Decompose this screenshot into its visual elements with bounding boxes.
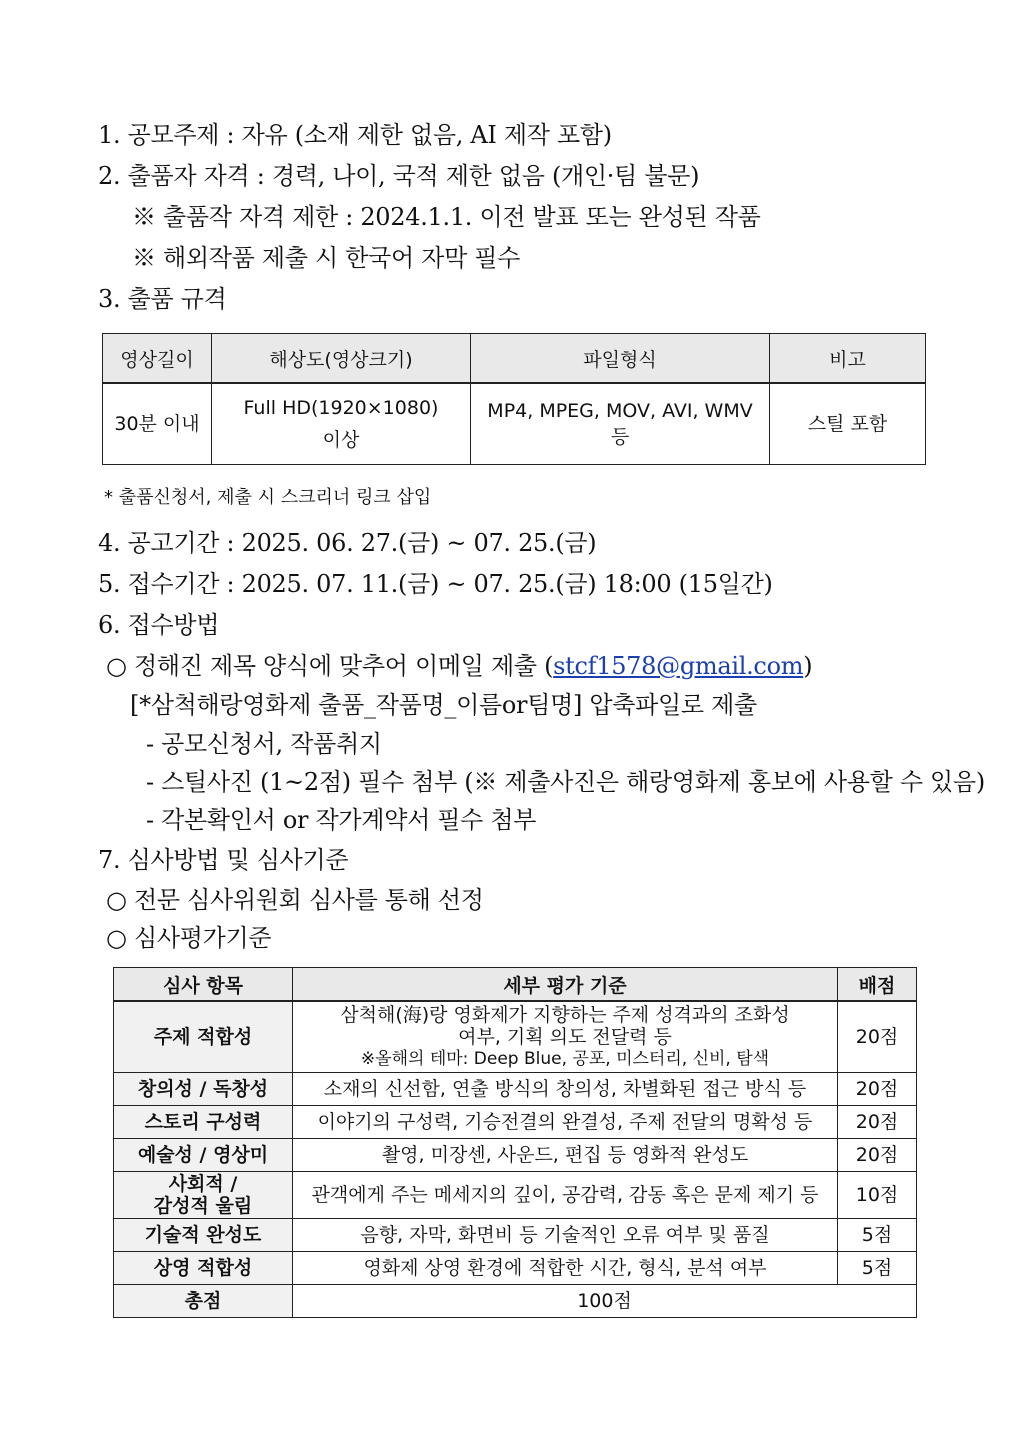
eval-criteria: 이야기의 구성력, 기승전결의 완결성, 주제 전달의 명확성 등 [293, 1106, 838, 1139]
spec-footnote: * 출품신청서, 제출 시 스크리너 링크 삽입 [104, 487, 432, 508]
method-doc-script: - 각본확인서 or 작가계약서 필수 첨부 [146, 806, 537, 834]
eval-score: 10점 [838, 1172, 917, 1219]
eval-criteria: 관객에게 주는 메세지의 깊이, 공감력, 감동 혹은 문제 제기 등 [293, 1172, 838, 1219]
section-6-method: 6. 접수방법 [98, 611, 220, 639]
eval-item [114, 1172, 293, 1219]
spec-header-length: 영상길이 [103, 334, 212, 384]
eval-score: 5점 [838, 1219, 917, 1252]
spec-resolution [212, 383, 471, 465]
eval-score: 20점 [838, 1106, 917, 1139]
method-email-prefix: ○ 정해진 제목 양식에 맞추어 이메일 제출 ( [106, 652, 554, 680]
eligibility-note-date: ※ 출품작 자격 제한 : 2024.1.1. 이전 발표 또는 완성된 작품 [132, 203, 761, 231]
method-email-bullet [106, 651, 812, 681]
eval-row [114, 1172, 917, 1219]
eval-criteria-line2: 여부, 기획 의도 전달력 등 [458, 1026, 672, 1048]
eval-row [114, 1139, 917, 1172]
spec-length: 30분 이내 [103, 383, 212, 465]
eval-total-value: 100점 [293, 1285, 917, 1318]
method-doc-stills: - 스틸사진 (1~2점) 필수 첨부 (※ 제출사진은 해랑영화제 홍보에 사용할 수 있음) [146, 768, 985, 796]
method-file-format: [*삼척해랑영화제 출품_작품명_이름or팀명] 압축파일로 제출 [130, 691, 757, 719]
section-5-submission-period: 5. 접수기간 : 2025. 07. 11.(금) ~ 07. 25.(금) 18:00 (15일간) [98, 570, 773, 598]
eval-score: 5점 [838, 1252, 917, 1285]
eval-criteria-theme-note: ※올해의 테마: Deep Blue, 공포, 미스터리, 신비, 탐색 [360, 1049, 770, 1069]
eval-criteria: 소재의 신선함, 연출 방식의 창의성, 차별화된 접근 방식 등 [293, 1073, 838, 1106]
spec-header-format: 파일형식 [471, 334, 770, 384]
eval-score: 20점 [838, 1001, 917, 1073]
eval-item-line1: 사회적 / [168, 1173, 238, 1195]
spec-header-note: 비고 [770, 334, 926, 384]
section-4-notice-period: 4. 공고기간 : 2025. 06. 27.(금) ~ 07. 25.(금) [98, 529, 597, 557]
eval-header-criteria: 세부 평가 기준 [293, 968, 838, 1002]
eval-total-row [114, 1285, 917, 1318]
spec-resolution-line1: Full HD(1920×1080) [243, 397, 439, 419]
eval-item: 기술적 완성도 [114, 1219, 293, 1252]
spec-table [102, 333, 926, 465]
spec-resolution-line2: 이상 [322, 429, 360, 451]
method-doc-application: - 공모신청서, 작품취지 [146, 730, 382, 758]
email-link[interactable]: stcf1578@gmail.com [553, 652, 804, 680]
eval-header-item: 심사 항목 [114, 968, 293, 1002]
section-3-spec: 3. 출품 규격 [98, 285, 227, 313]
spec-table-header-row [103, 334, 926, 384]
spec-format [471, 383, 770, 465]
eval-item: 창의성 / 독창성 [114, 1073, 293, 1106]
eval-item: 스토리 구성력 [114, 1106, 293, 1139]
spec-format-line2: 등 [610, 426, 630, 448]
eval-criteria [293, 1001, 838, 1073]
eval-criteria: 음향, 자막, 화면비 등 기술적인 오류 여부 및 품질 [293, 1219, 838, 1252]
eval-criteria: 영화제 상영 환경에 적합한 시간, 형식, 분석 여부 [293, 1252, 838, 1285]
eval-header-score: 배점 [838, 968, 917, 1002]
section-1-topic: 1. 공모주제 : 자유 (소재 제한 없음, AI 제작 포함) [98, 121, 612, 149]
spec-header-resolution: 해상도(영상크기) [212, 334, 471, 384]
eval-score: 20점 [838, 1073, 917, 1106]
section-2-eligibility: 2. 출품자 자격 : 경력, 나이, 국적 제한 없음 (개인·팀 불문) [98, 162, 700, 190]
eval-item: 상영 적합성 [114, 1252, 293, 1285]
eval-item: 주제 적합성 [114, 1001, 293, 1073]
eval-criteria: 촬영, 미장센, 사운드, 편집 등 영화적 완성도 [293, 1139, 838, 1172]
eval-row [114, 1219, 917, 1252]
section-7-judging: 7. 심사방법 및 심사기준 [98, 846, 349, 874]
evaluation-table [113, 967, 917, 1318]
spec-note: 스틸 포함 [770, 383, 926, 465]
spec-format-line1: MP4, MPEG, MOV, AVI, WMV [487, 400, 753, 422]
spec-table-row [103, 383, 926, 465]
eval-criteria-line1: 삼척해(海)랑 영화제가 지향하는 주제 성격과의 조화성 [340, 1004, 790, 1026]
eval-total-label: 총점 [114, 1285, 293, 1318]
eval-score: 20점 [838, 1139, 917, 1172]
method-email-suffix: ) [803, 652, 813, 680]
eval-row [114, 1073, 917, 1106]
eval-item-line2: 감성적 울림 [153, 1195, 253, 1217]
eval-row [114, 1001, 917, 1073]
eval-item: 예술성 / 영상미 [114, 1139, 293, 1172]
eval-header-row [114, 968, 917, 1002]
judging-committee-bullet: ○ 전문 심사위원회 심사를 통해 선정 [106, 886, 484, 914]
eval-row [114, 1106, 917, 1139]
eligibility-note-subtitle: ※ 해외작품 제출 시 한국어 자막 필수 [132, 244, 521, 272]
eval-row [114, 1252, 917, 1285]
judging-criteria-bullet: ○ 심사평가기준 [106, 924, 272, 952]
